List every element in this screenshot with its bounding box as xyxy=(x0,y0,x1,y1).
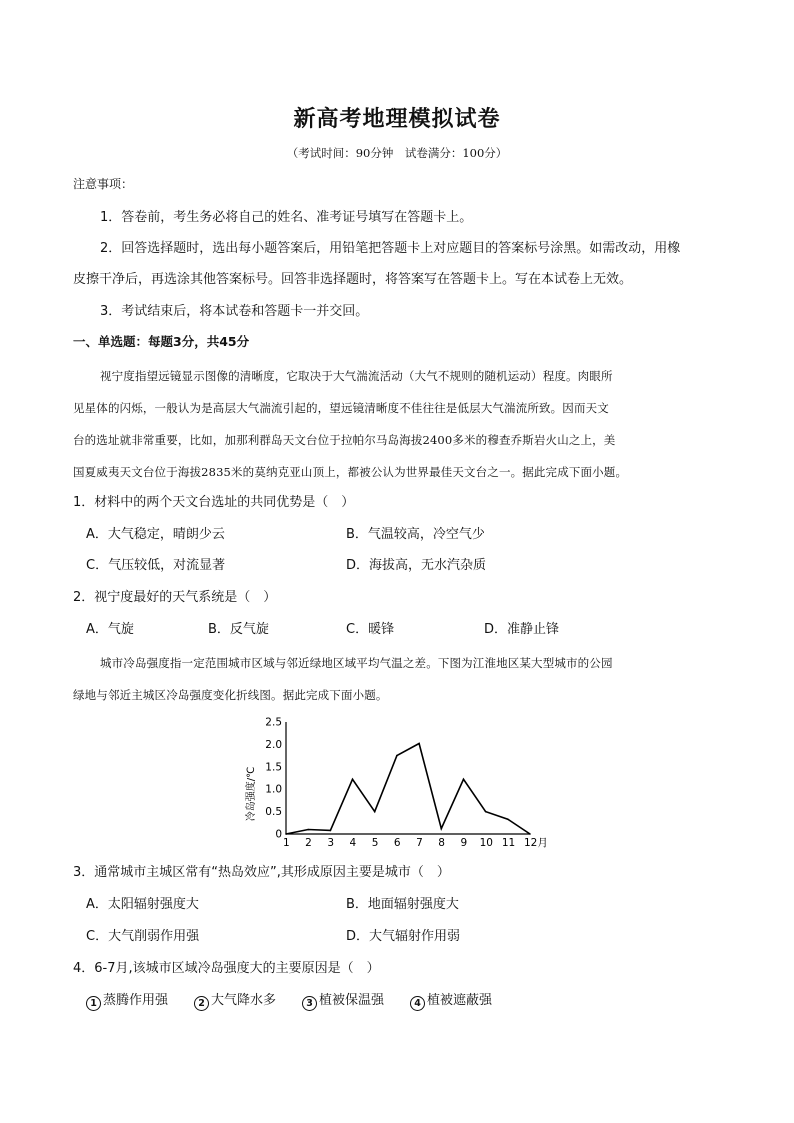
chart-series-line xyxy=(286,744,530,835)
question-4-option-4 xyxy=(410,994,492,1011)
option-1-number: 1 xyxy=(86,996,101,1011)
question-3-option-c: C．大气削弱作用强 xyxy=(86,929,200,944)
chart-data-point xyxy=(307,829,309,831)
question-3-option-a: A．太阳辐射强度大 xyxy=(86,897,199,912)
chart-data-point xyxy=(352,779,354,781)
exam-subtitle: （考试时间：90分钟 试卷满分：100分） xyxy=(286,146,508,160)
chart-data-point xyxy=(374,811,376,813)
chart-x-tick-label: 12月 xyxy=(524,837,548,849)
question-3-option-d: D．大气辐射作用弱 xyxy=(346,929,461,944)
question-4-option-3 xyxy=(302,994,384,1011)
question-4-stem: 4．6-7月,该城市区域冷岛强度大的主要原因是（ ） xyxy=(73,961,380,976)
notice-heading: 注意事项： xyxy=(73,177,134,191)
notice-item-3: 3．考试结束后，将本试卷和答题卡一并交回。 xyxy=(100,304,369,319)
chart-y-tick-label: 2.0 xyxy=(265,738,282,751)
chart-x-tick-label: 5 xyxy=(371,837,379,849)
chart-data-point xyxy=(330,830,332,832)
chart-x-tick-label: 6 xyxy=(393,837,401,849)
option-1-text: 蒸腾作用强 xyxy=(103,993,169,1008)
chart-x-tick-label: 3 xyxy=(327,837,335,849)
passage-1-line-1: 视宁度指望远镜显示图像的清晰度，它取决于大气湍流活动（大气不规则的随机运动）程度。肉眼所 xyxy=(100,369,613,383)
chart-data-point xyxy=(463,779,465,781)
chart-y-tick-label: 1.0 xyxy=(265,783,282,796)
question-2-option-d: D．准静止锋 xyxy=(484,622,560,637)
passage-1-line-2: 见星体的闪烁，一般认为是高层大气湍流引起的，望远镜清晰度不佳往往是低层大气湍流所致。因而天文 xyxy=(73,401,609,415)
chart-x-tick-label: 7 xyxy=(416,837,423,849)
question-2-stem: 2．视宁度最好的天气系统是（ ） xyxy=(73,590,277,605)
chart-data-point xyxy=(485,811,487,813)
passage-1-line-3: 台的选址就非常重要，比如，加那利群岛天文台位于拉帕尔马岛海拔2400多米的穆查乔斯岩火山之上，美 xyxy=(73,433,616,447)
question-1-option-d: D．海拔高，无水汽杂质 xyxy=(346,558,487,573)
chart-x-tick-label: 10 xyxy=(479,837,494,849)
option-4-number: 4 xyxy=(410,996,425,1011)
question-3-stem: 3．通常城市主城区常有“热岛效应”,其形成原因主要是城市（ ） xyxy=(73,865,450,880)
option-4-text: 植被遮蔽强 xyxy=(427,993,493,1008)
question-1-option-c: C．气压较低，对流显著 xyxy=(86,558,226,573)
option-2-text: 大气降水多 xyxy=(211,993,277,1008)
cold-island-intensity-chart xyxy=(240,712,560,854)
option-3-text: 植被保温强 xyxy=(319,993,385,1008)
question-2-option-b: B．反气旋 xyxy=(208,622,269,637)
chart-x-tick-labels xyxy=(283,837,548,849)
passage-2-line-2: 绿地与邻近主城区冷岛强度变化折线图。据此完成下面小题。 xyxy=(73,688,388,702)
chart-x-tick-label: 1 xyxy=(283,837,290,849)
chart-axes xyxy=(286,722,530,834)
chart-y-tick-label: 1.5 xyxy=(265,761,282,774)
chart-y-tick-label: 0 xyxy=(275,828,282,841)
chart-x-tick-label: 9 xyxy=(460,837,468,849)
chart-data-point xyxy=(507,818,509,820)
question-4-option-1 xyxy=(86,994,168,1011)
notice-item-1: 1．答卷前，考生务必将自己的姓名、准考证号填写在答题卡上。 xyxy=(100,210,473,225)
chart-data-point xyxy=(418,743,420,745)
passage-1-line-4: 国夏威夷天文台位于海拔2835米的莫纳克亚山顶上，都被公认为世界最佳天文台之一。据此完成下面小题。 xyxy=(73,465,628,479)
section-1-heading: 一、单选题：每题3分，共45分 xyxy=(73,334,250,349)
chart-x-tick-label: 8 xyxy=(438,837,445,849)
notice-item-2-line-1: 2．回答选择题时，选出每小题答案后，用铅笔把答题卡上对应题目的答案标号涂黑。如需改动，用橡 xyxy=(100,241,681,256)
chart-x-tick-label: 4 xyxy=(349,837,357,849)
passage-2-line-1: 城市冷岛强度指一定范围城市区域与邻近绿地区域平均气温之差。下图为江淮地区某大型城市的公园 xyxy=(100,656,613,670)
chart-data-point xyxy=(529,833,531,835)
chart-data-point xyxy=(440,828,442,830)
question-4-option-2 xyxy=(194,994,276,1011)
chart-x-tick-label: 11 xyxy=(501,837,516,849)
question-2-option-a: A．气旋 xyxy=(86,622,134,637)
chart-series xyxy=(285,743,531,835)
chart-y-tick-labels xyxy=(265,717,282,841)
chart-data-point xyxy=(396,755,398,757)
chart-y-axis-label: 冷岛强度/℃ xyxy=(246,766,257,822)
exam-title: 新高考地理模拟试卷 xyxy=(293,106,501,132)
notice-item-2-line-2: 皮擦干净后，再选涂其他答案标号。回答非选择题时，将答案写在答题卡上。写在本试卷上无效。 xyxy=(73,272,633,287)
option-3-number: 3 xyxy=(302,996,317,1011)
question-1-stem: 1．材料中的两个天文台选址的共同优势是（ ） xyxy=(73,495,355,510)
option-2-number: 2 xyxy=(194,996,209,1011)
chart-x-tick-label: 2 xyxy=(305,837,312,849)
chart-y-tick-label: 2.5 xyxy=(265,716,282,729)
chart-y-tick-label: 0.5 xyxy=(265,806,282,819)
chart-data-point xyxy=(285,833,287,835)
question-1-option-a: A．大气稳定，晴朗少云 xyxy=(86,527,225,542)
question-1-option-b: B．气温较高，冷空气少 xyxy=(346,527,485,542)
question-3-option-b: B．地面辐射强度大 xyxy=(346,897,459,912)
question-2-option-c: C．暖锋 xyxy=(346,622,395,637)
